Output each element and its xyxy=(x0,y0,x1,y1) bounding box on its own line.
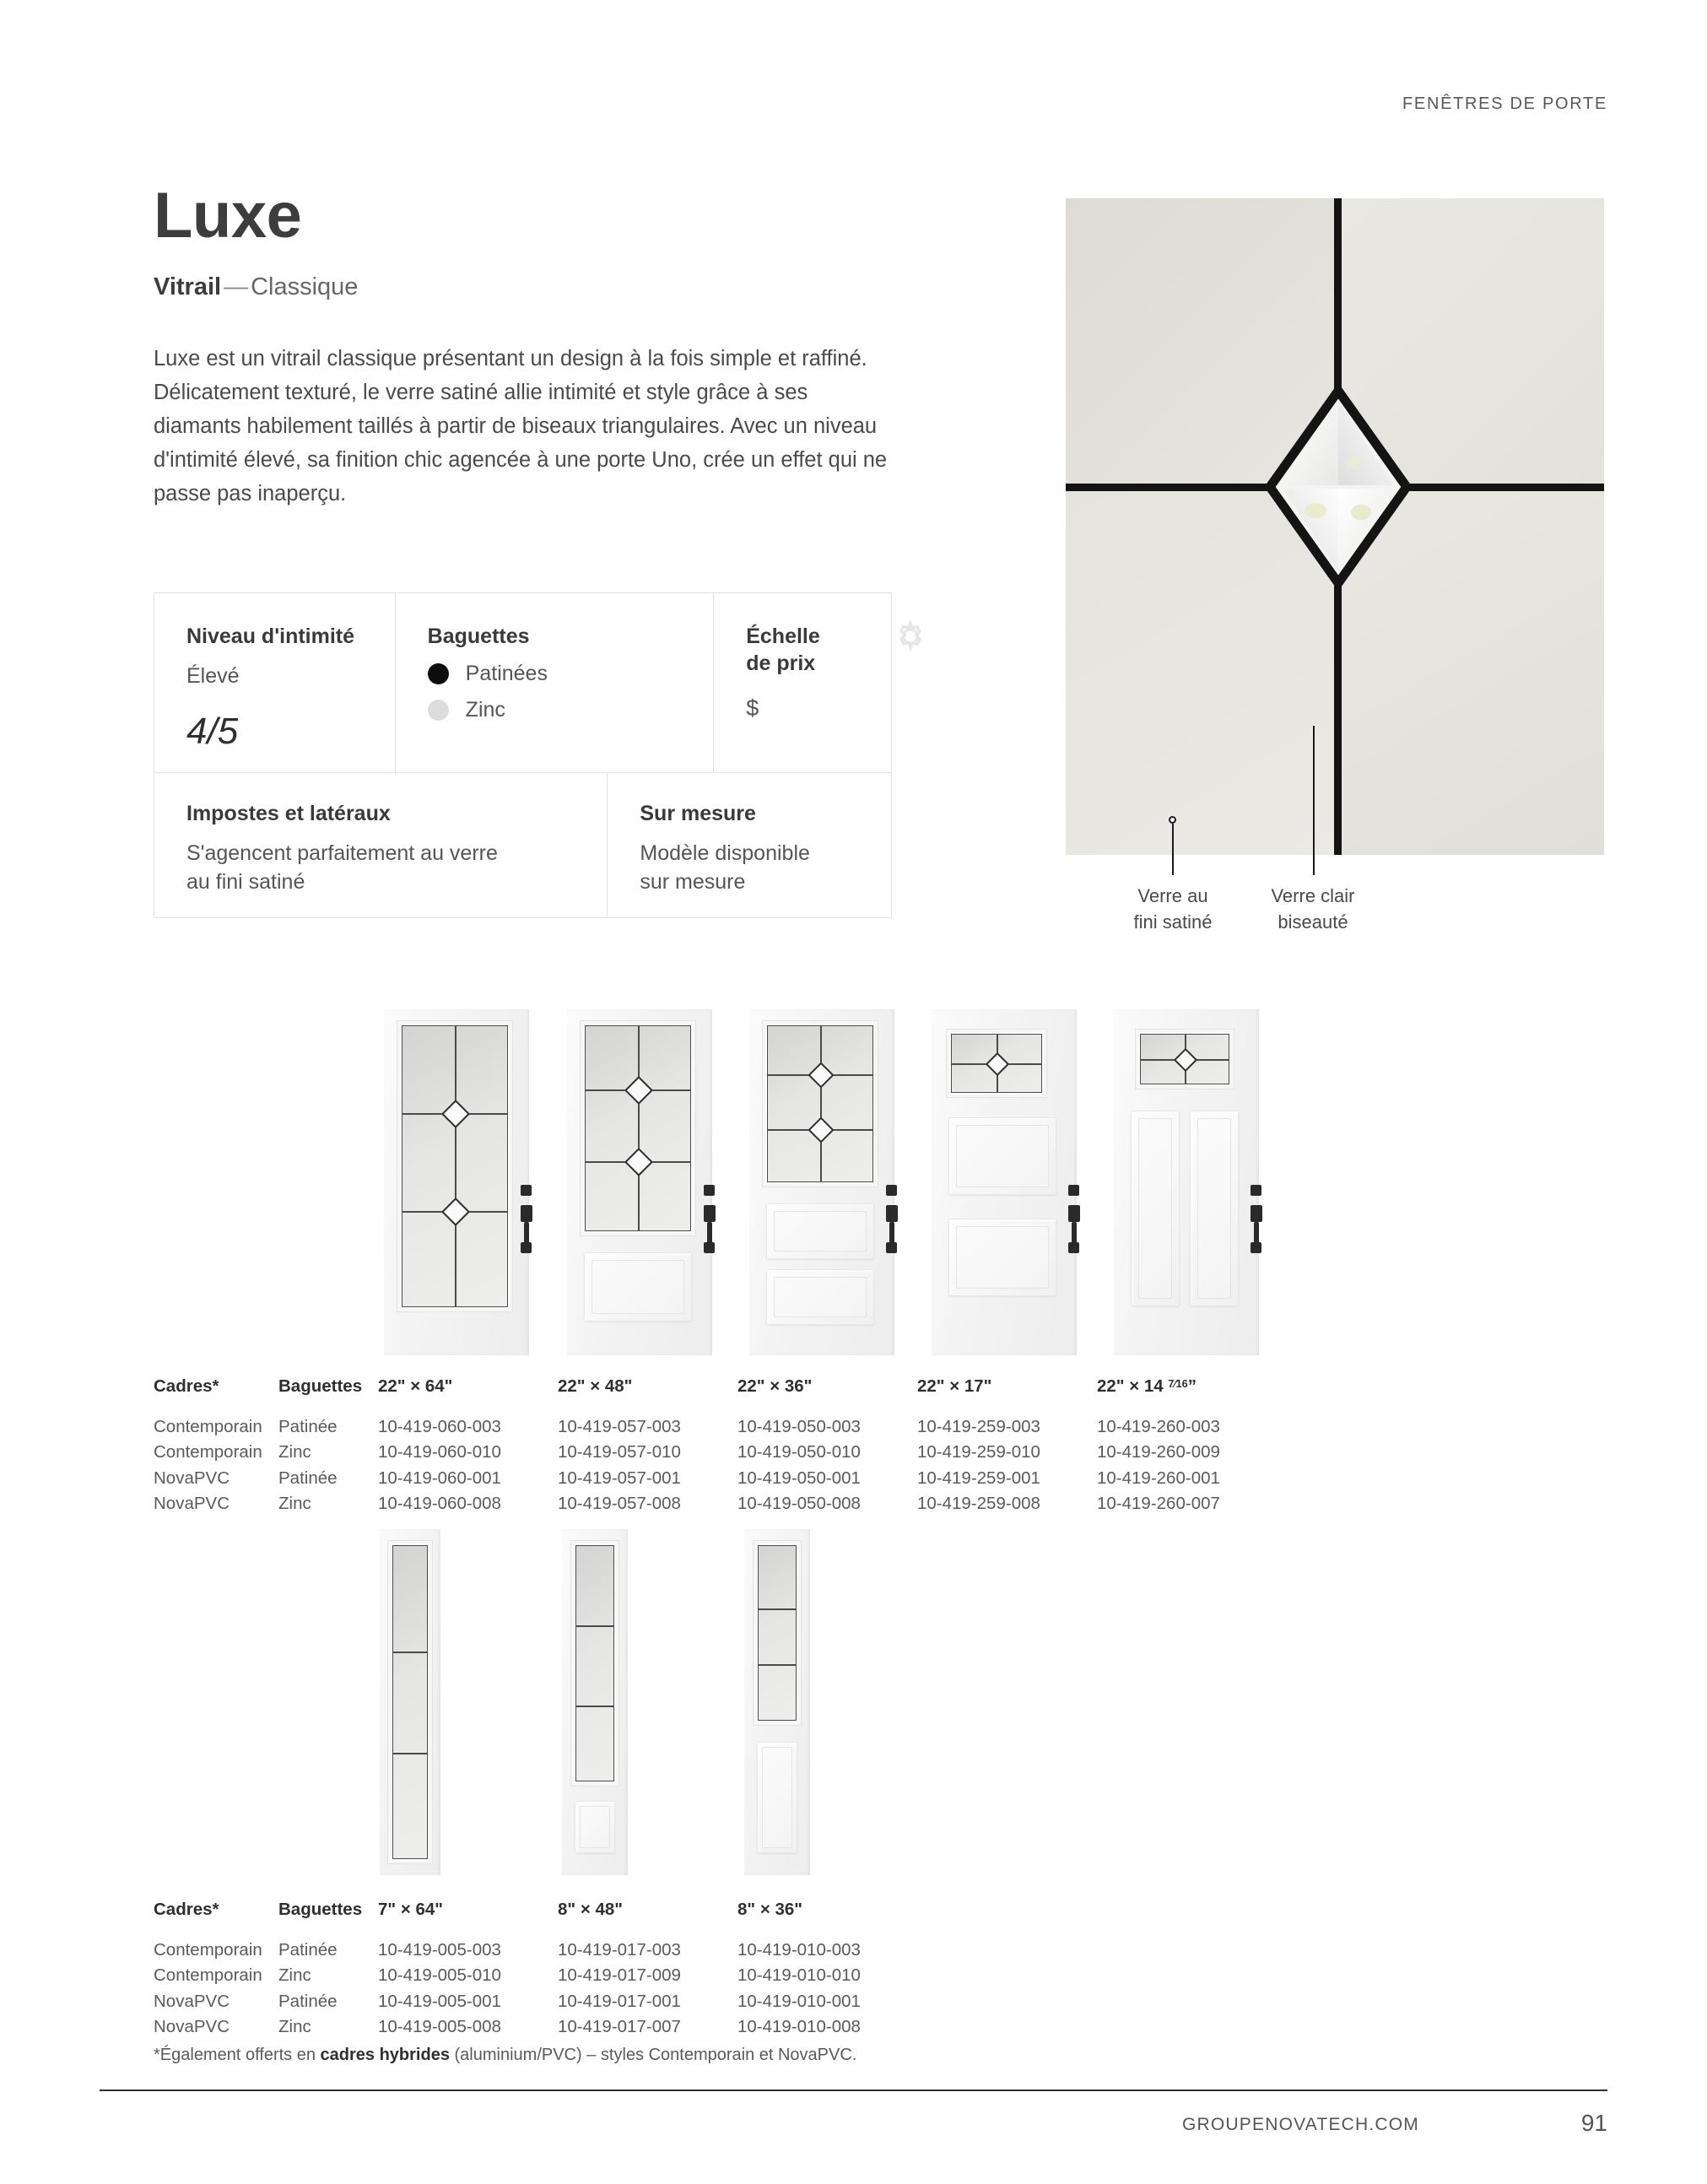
cell-sku: 10-419-259-003 xyxy=(917,1416,1040,1436)
table-header-row xyxy=(154,1897,917,1938)
glass-opening xyxy=(1136,1030,1234,1089)
door-panel-inner xyxy=(1138,1118,1172,1299)
cell-baguette: Zinc xyxy=(278,1494,311,1513)
door-panel-middle xyxy=(948,1117,1056,1195)
spec-privacy xyxy=(154,593,396,772)
diamond-motif-lower xyxy=(624,1148,653,1176)
handle-grip xyxy=(889,1222,894,1244)
fraction-denominator: 16 xyxy=(1175,1376,1188,1390)
product-intro xyxy=(154,180,913,511)
door-slab xyxy=(567,1009,712,1355)
footnote-prefix: *Également offerts en xyxy=(154,2046,321,2064)
sidelite-panel-inner xyxy=(580,1806,610,1848)
callout-beveled-line1: Verre clair xyxy=(1271,885,1355,906)
footnote-suffix: (aluminium/PVC) – styles Contemporain et NovaPVC. xyxy=(449,2046,857,2064)
cell-sku: 10-419-050-010 xyxy=(737,1442,861,1462)
cell-baguette: Patinée xyxy=(278,1468,338,1488)
glass-opening xyxy=(763,1021,878,1187)
cell-cadre: NovaPVC xyxy=(154,1468,230,1488)
callout-leader-satin xyxy=(1172,824,1174,875)
door-slab xyxy=(384,1009,529,1355)
handle-grip xyxy=(1254,1222,1259,1244)
fraction-numerator: 7 xyxy=(1168,1376,1175,1390)
door-panel-bottom xyxy=(948,1219,1056,1296)
baguette-option-patinees xyxy=(428,662,714,686)
door-panel-left xyxy=(1131,1111,1180,1306)
footer-divider xyxy=(100,2089,1607,2091)
product-subtitle xyxy=(154,273,913,301)
door-panel-inner xyxy=(956,1125,1049,1187)
table-row xyxy=(154,1963,917,1989)
callout-label-beveled xyxy=(1245,883,1380,935)
th-size-8x36: 8" × 36" xyxy=(737,1900,803,1919)
door-panel-inner xyxy=(774,1211,867,1251)
sidelite-panel-inner xyxy=(762,1747,792,1848)
handle-base xyxy=(886,1242,897,1253)
cell-sku: 10-419-050-001 xyxy=(737,1468,861,1488)
door-thumbnail-row-1 xyxy=(0,1009,1707,1355)
th-baguettes: Baguettes xyxy=(278,1900,363,1919)
table-row xyxy=(154,1414,1277,1441)
cell-cadre: NovaPVC xyxy=(154,2017,230,2036)
spec-custom-value-line2: sur mesure xyxy=(640,870,746,894)
sidelite-slab xyxy=(562,1529,628,1875)
door-slab xyxy=(749,1009,894,1355)
glass-opening xyxy=(947,1030,1046,1097)
cell-cadre: Contemporain xyxy=(154,1939,262,1960)
cell-cadre: Contemporain xyxy=(154,1442,262,1462)
th-cadres: Cadres* xyxy=(154,1900,219,1919)
callout-beveled-line2: biseauté xyxy=(1278,911,1348,933)
spec-custom xyxy=(608,773,891,917)
mullion-vertical xyxy=(638,1025,640,1231)
swatch-zinc xyxy=(428,700,449,721)
subtitle-dash: — xyxy=(224,273,249,300)
handle-base xyxy=(521,1242,532,1253)
table-row xyxy=(154,1491,1277,1517)
deadbolt xyxy=(521,1185,532,1196)
spec-baguettes xyxy=(396,593,715,772)
sidelite-thumbnail-8x36 xyxy=(744,1529,837,1875)
glass-opening xyxy=(397,1021,512,1311)
swatch-patinees xyxy=(428,663,449,684)
gear-icon xyxy=(886,612,935,661)
spec-transoms-value-line2: au fini satiné xyxy=(186,870,305,894)
sidelite-thumbnail-8x48 xyxy=(562,1529,655,1875)
cell-sku: 10-419-060-003 xyxy=(378,1416,501,1436)
cell-sku: 10-419-017-009 xyxy=(558,1965,681,1985)
baguette-label-patinees: Patinées xyxy=(465,662,548,685)
hero-photo xyxy=(1066,198,1604,855)
footnote xyxy=(154,2046,856,2065)
glass-panel xyxy=(1140,1034,1229,1084)
spec-price xyxy=(714,593,891,772)
th-cadres: Cadres* xyxy=(154,1376,219,1396)
sidelite-slab xyxy=(380,1529,440,1875)
cell-sku: 10-419-057-008 xyxy=(558,1494,681,1513)
cell-sku: 10-419-050-003 xyxy=(737,1416,861,1436)
door-panel-bottom xyxy=(766,1269,874,1325)
diamond-motif-upper xyxy=(624,1076,653,1105)
product-codes-table-sidelites xyxy=(154,1897,917,2041)
handle-base xyxy=(1251,1242,1261,1253)
cell-cadre: Contemporain xyxy=(154,1416,262,1436)
spec-custom-value-line1: Modèle disponible xyxy=(640,841,810,865)
cell-sku: 10-419-057-001 xyxy=(558,1468,681,1488)
door-panel-inner xyxy=(956,1226,1049,1289)
handle-plate xyxy=(886,1205,898,1222)
handle-grip xyxy=(707,1222,712,1244)
specifications-grid xyxy=(154,592,892,918)
handle-grip xyxy=(524,1222,529,1244)
handle-plate xyxy=(1251,1205,1262,1222)
cell-baguette: Patinée xyxy=(278,1991,338,2011)
sidelite-thumbnail-row-2 xyxy=(0,1529,1707,1875)
spec-privacy-score: 4/5 xyxy=(186,711,239,752)
cell-cadre: NovaPVC xyxy=(154,1991,230,2011)
table-row xyxy=(154,2014,917,2041)
door-thumbnail-22x14 xyxy=(1114,1009,1264,1355)
spec-transoms-label: Impostes et latéraux xyxy=(186,802,391,825)
door-panel-inner xyxy=(1197,1118,1231,1299)
mullion-horizontal-upper xyxy=(575,1625,614,1627)
handle-base xyxy=(1068,1242,1079,1253)
diamond-motif-lower xyxy=(808,1116,834,1143)
callout-label-satin xyxy=(1105,883,1240,935)
cell-baguette: Zinc xyxy=(278,1965,311,1985)
sidelite-thumbnail-7x64 xyxy=(380,1529,473,1875)
footnote-bold: cadres hybrides xyxy=(320,2046,450,2064)
cell-sku: 10-419-260-007 xyxy=(1097,1494,1220,1513)
spec-price-value: $ xyxy=(746,695,759,721)
deadbolt xyxy=(704,1185,715,1196)
door-panel-middle xyxy=(766,1203,874,1259)
cell-cadre: NovaPVC xyxy=(154,1494,230,1513)
table-row xyxy=(154,1440,1277,1466)
sidelite-panel-bottom xyxy=(757,1742,797,1853)
mullion-horizontal-lower xyxy=(758,1664,797,1666)
door-thumbnail-22x17 xyxy=(932,1009,1082,1355)
th-size-22x14: 22" × 14 7⁄16” xyxy=(1097,1376,1197,1396)
table-row xyxy=(154,1989,917,2015)
handle-plate xyxy=(521,1205,532,1222)
baguette-label-zinc: Zinc xyxy=(465,698,505,722)
spec-transoms-value-line1: S'agencent parfaitement au verre xyxy=(186,841,498,865)
footer-website: GROUPENOVATECH.COM xyxy=(1182,2115,1420,2134)
glass-panel xyxy=(585,1025,691,1231)
cell-sku: 10-419-060-010 xyxy=(378,1442,501,1462)
cell-sku: 10-419-017-001 xyxy=(558,1991,681,2011)
spec-privacy-value: Élevé xyxy=(186,664,240,688)
glass-panel xyxy=(575,1545,614,1781)
th-baguettes: Baguettes xyxy=(278,1376,363,1396)
mullion-horizontal-lower xyxy=(392,1753,428,1754)
spec-baguettes-label: Baguettes xyxy=(427,624,530,648)
cell-sku: 10-419-057-003 xyxy=(558,1416,681,1436)
cell-sku: 10-419-259-010 xyxy=(917,1442,1040,1462)
callout-dot-satin xyxy=(1169,816,1176,824)
glass-panel xyxy=(767,1025,873,1182)
cell-sku: 10-419-017-007 xyxy=(558,2017,681,2036)
table-header-row xyxy=(154,1374,1277,1414)
glass-panel xyxy=(402,1025,508,1307)
diamond-motif xyxy=(986,1052,1009,1076)
door-slab xyxy=(1114,1009,1259,1355)
diamond-motif-upper xyxy=(808,1062,834,1088)
th-size-22x14-whole: 22" × 14 xyxy=(1097,1376,1164,1396)
th-size-22x36: 22" × 36" xyxy=(737,1376,813,1396)
deadbolt xyxy=(1251,1185,1261,1196)
handle-plate xyxy=(704,1205,716,1222)
mullion-horizontal-upper xyxy=(758,1608,797,1610)
door-thumbnail-22x48 xyxy=(567,1009,717,1355)
spec-price-label-line1: Échelle xyxy=(746,624,820,648)
spec-privacy-label: Niveau d'intimité xyxy=(186,624,355,648)
cell-sku: 10-419-259-008 xyxy=(917,1494,1040,1513)
fraction-glyph: 7⁄16 xyxy=(1168,1376,1188,1390)
th-size-22x48: 22" × 48" xyxy=(558,1376,633,1396)
sidelite-slab xyxy=(744,1529,810,1875)
door-panel-right xyxy=(1190,1111,1239,1306)
glass-panel xyxy=(392,1545,428,1859)
door-panel-inner xyxy=(592,1260,684,1314)
cell-baguette: Patinée xyxy=(278,1939,338,1960)
sidelite-panel-bottom xyxy=(575,1801,615,1853)
diamond-motif-upper xyxy=(441,1100,470,1128)
cell-sku: 10-419-005-008 xyxy=(378,2017,501,2036)
glass-panel xyxy=(951,1034,1042,1093)
th-size-22x17: 22" × 17" xyxy=(917,1376,992,1396)
diamond-motif-lower xyxy=(441,1197,470,1226)
spec-transoms xyxy=(154,773,608,917)
cell-sku: 10-419-017-003 xyxy=(558,1939,681,1960)
cell-cadre: Contemporain xyxy=(154,1965,262,1985)
cell-sku: 10-419-060-008 xyxy=(378,1494,501,1513)
handle-base xyxy=(704,1242,715,1253)
cell-baguette: Patinée xyxy=(278,1416,338,1436)
subtitle-category: Vitrail xyxy=(154,273,222,300)
mullion-horizontal-upper xyxy=(392,1652,428,1653)
spec-custom-label: Sur mesure xyxy=(640,802,756,825)
beveled-diamond-motif xyxy=(1267,386,1410,588)
cell-sku: 10-419-010-008 xyxy=(737,2017,861,2036)
table-row xyxy=(154,1938,917,1964)
cell-sku: 10-419-010-010 xyxy=(737,1965,861,1985)
handle-plate xyxy=(1068,1205,1080,1222)
running-header: FENÊTRES DE PORTE xyxy=(1402,95,1607,113)
cell-sku: 10-419-057-010 xyxy=(558,1442,681,1462)
mullion-vertical xyxy=(820,1025,822,1182)
cell-sku: 10-419-259-001 xyxy=(917,1468,1040,1488)
door-slab xyxy=(932,1009,1077,1355)
subtitle-style: Classique xyxy=(251,273,359,300)
cell-sku: 10-419-060-001 xyxy=(378,1468,501,1488)
cell-sku: 10-419-050-008 xyxy=(737,1494,861,1513)
baguette-option-zinc xyxy=(428,698,714,722)
th-size-8x48: 8" × 48" xyxy=(558,1900,624,1919)
th-size-22x64: 22" × 64" xyxy=(378,1376,453,1396)
callout-leader-beveled xyxy=(1313,726,1315,875)
glass-opening xyxy=(581,1021,695,1235)
deadbolt xyxy=(1068,1185,1079,1196)
page-title: Luxe xyxy=(154,180,302,251)
cell-sku: 10-419-260-009 xyxy=(1097,1442,1220,1462)
product-codes-table-doors xyxy=(154,1374,1277,1517)
th-size-7x64: 7" × 64" xyxy=(378,1900,444,1919)
diamond-motif xyxy=(1174,1048,1197,1072)
cell-sku: 10-419-010-001 xyxy=(737,1991,861,2011)
door-panel-inner xyxy=(774,1277,867,1317)
callout-satin-line2: fini satiné xyxy=(1133,911,1213,933)
glass-panel xyxy=(758,1545,797,1721)
cell-sku: 10-419-005-003 xyxy=(378,1939,501,1960)
cell-sku: 10-419-005-001 xyxy=(378,1991,501,2011)
cell-sku: 10-419-260-003 xyxy=(1097,1416,1220,1436)
table-row xyxy=(154,1466,1277,1492)
callout-satin-line1: Verre au xyxy=(1137,885,1208,906)
glass-opening xyxy=(754,1541,801,1725)
glass-opening xyxy=(388,1541,432,1863)
cell-sku: 10-419-260-001 xyxy=(1097,1468,1220,1488)
spec-price-label-line2: de prix xyxy=(746,651,816,675)
glass-opening xyxy=(571,1541,619,1786)
page-number: 91 xyxy=(1580,2110,1607,2136)
deadbolt xyxy=(886,1185,897,1196)
mullion-horizontal-lower xyxy=(575,1706,614,1707)
product-description: Luxe est un vitrail classique présentant un design à la fois simple et raffiné. Délicatement texturé, le verre satiné allie intimité et style grâce à ses diamants habilement taillés à partir de biseaux triangulaires. Avec un niveau d'intimité élevé, sa finition chic agencée à une porte Uno, crée un effet qui ne passe pas inaperçu. xyxy=(154,347,888,505)
mullion-vertical xyxy=(455,1025,456,1307)
door-thumbnail-22x36 xyxy=(749,1009,899,1355)
handle-grip xyxy=(1072,1222,1077,1244)
cell-sku: 10-419-005-010 xyxy=(378,1965,501,1985)
cell-sku: 10-419-010-003 xyxy=(737,1939,861,1960)
door-panel-bottom xyxy=(584,1252,692,1322)
cell-baguette: Zinc xyxy=(278,1442,311,1462)
cell-baguette: Zinc xyxy=(278,2017,311,2036)
door-thumbnail-22x64 xyxy=(384,1009,534,1355)
